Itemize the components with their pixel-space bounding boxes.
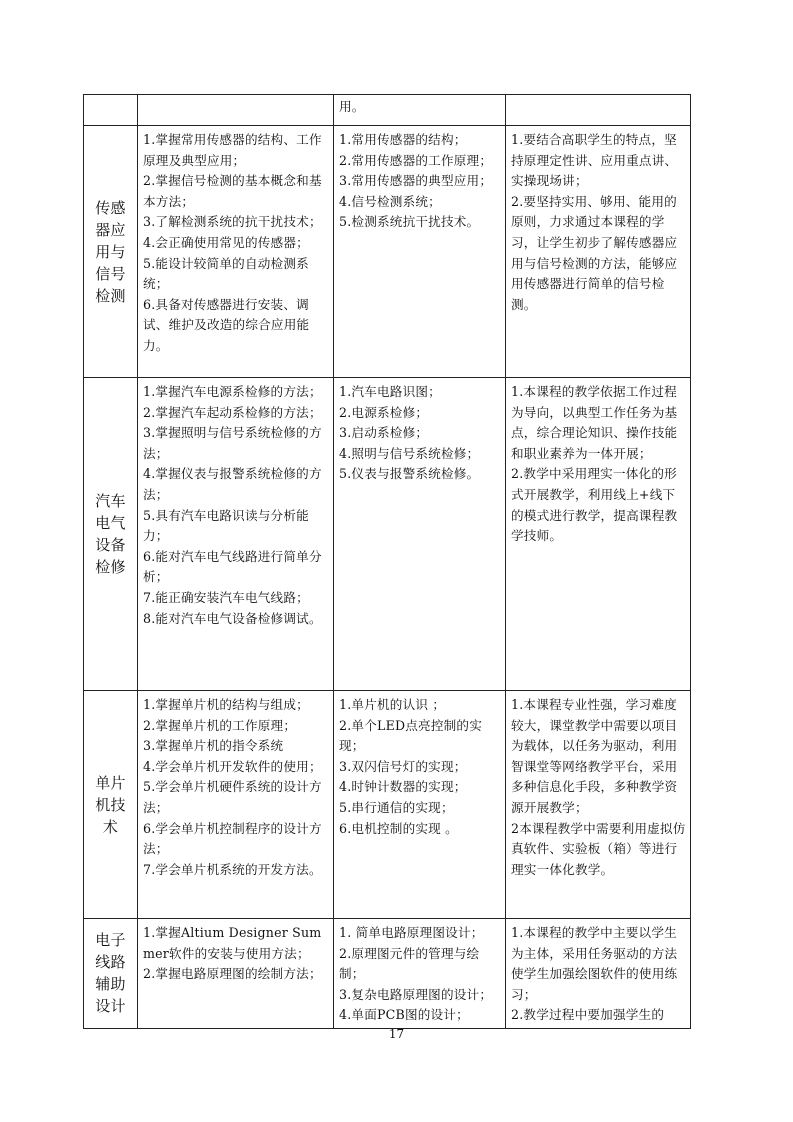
content-item: 2.常用传感器的工作原理；: [339, 152, 493, 168]
requirement-item: 1.本课程的教学中主要以学生为主体，采用任务驱动的方法使学生加强绘图软件的使用练习；: [511, 925, 678, 1002]
content-item: 1. 简单电路原理图设计；: [339, 925, 484, 940]
content-item: 1.常用传感器的结构；: [339, 132, 467, 147]
content-item: 4.单面PCB图的设计；: [339, 1007, 469, 1023]
objective-item: 1.掌握单片机的结构与组成；: [143, 697, 309, 712]
content-item: 2.电源系检修；: [339, 404, 429, 420]
objective-item: 6.能对汽车电气线路进行简单分析；: [143, 548, 322, 585]
objective-item: 2.掌握信号检测的基本概念和基本方法；: [143, 173, 322, 209]
requirement-item: 2.教学中采用理实一体化的形式开展教学，利用线上+线下的模式进行教学，提高课程教学技师。: [511, 466, 678, 544]
content-item: 5.串行通信的实现；: [339, 799, 454, 815]
table-row: [84, 919, 691, 1029]
objective-item: 1.掌握Altium Designer Summer软件的安装与使用方法；: [143, 925, 322, 961]
content-item: 2.单个LED点亮控制的实现；: [339, 717, 483, 754]
content-item: 5.检测系统抗干扰技术。: [339, 214, 480, 230]
table-row: [84, 126, 691, 378]
course-name-cell: 单片机技术: [84, 691, 138, 919]
requirements-cell: [506, 378, 691, 691]
objectives-cell: [138, 919, 334, 1029]
content-item: 4.照明与信号系统检修；: [339, 445, 480, 461]
objective-item: 3.了解检测系统的抗干扰技术；: [143, 214, 322, 230]
content-item: 2.原理图元件的管理与绘制；: [339, 945, 480, 982]
objective-item: 7.学会单片机系统的开发方法。: [143, 861, 322, 877]
requirement-item: 1.本课程专业性强，学习难度较大，课堂教学中需要以项目为载体，以任务为驱动，利用智课堂等网络教学平台，采用多种信息化手段，多种教学资源开展教学；: [511, 697, 678, 815]
course-name-cell: 电子线路辅助设计: [84, 919, 138, 1029]
requirements-cell: [506, 691, 691, 919]
objective-item: 1.掌握汽车电源系检修的方法；: [143, 384, 322, 399]
objective-item: 1.掌握常用传感器的结构、工作原理及典型应用；: [143, 132, 322, 168]
objectives-cell: [138, 691, 334, 919]
content-item: 5.仪表与报警系统检修。: [339, 466, 480, 482]
course-table: [83, 94, 691, 1029]
objective-item: 4.会正确使用常见的传感器；: [143, 234, 309, 250]
contents-cell: [334, 95, 506, 126]
content-item: 1.单片机的认识 ；: [339, 697, 446, 712]
objectives-cell: [138, 95, 334, 126]
objectives-cell: [138, 378, 334, 691]
contents-cell: [334, 126, 506, 378]
objective-item: 6.具备对传感器进行安装、调试、维护及改造的综合应用能力。: [143, 296, 310, 353]
course-name-cell: [84, 95, 138, 126]
objective-item: 4.学会单片机开发软件的使用；: [143, 758, 322, 774]
course-name-cell: 汽车电气设备检修: [84, 378, 138, 691]
page-number: 17: [388, 1027, 405, 1041]
objective-item: 5.学会单片机硬件系统的设计方法；: [143, 779, 322, 815]
contents-cell: [334, 378, 506, 691]
requirement-item: 2.要坚持实用、够用、能用的原则，力求通过本课程的学习，让学生初步了解传感器应用与信号检测的方法，能够应用传感器进行简单的信号检测。: [511, 193, 678, 312]
objectives-cell: [138, 126, 334, 378]
table-row: [84, 691, 691, 919]
content-item: 3.启动系检修；: [339, 425, 429, 441]
content-item: 4.时钟计数器的实现；: [339, 779, 467, 795]
objective-item: 4.掌握仪表与报警系统检修的方法；: [143, 466, 322, 502]
objective-item: 3.掌握照明与信号系统检修的方法；: [143, 425, 322, 461]
content-item: 6.电机控制的实现 。: [339, 820, 458, 836]
contents-cell: [334, 691, 506, 919]
requirements-cell: [506, 95, 691, 126]
requirements-cell: [506, 126, 691, 378]
objective-item: 2.掌握电路原理图的绘制方法；: [143, 966, 322, 982]
objective-item: 2.掌握汽车起动系检修的方法；: [143, 404, 322, 420]
requirement-item: 1.要结合高职学生的特点，坚持原理定性讲、应用重点讲、实操现场讲；: [511, 132, 678, 189]
objective-item: 8.能对汽车电气设备检修调试。: [143, 610, 322, 626]
content-item: 4.信号检测系统；: [339, 193, 441, 209]
objective-item: 7.能正确安装汽车电气线路；: [143, 589, 309, 605]
requirement-item: 2本课程教学中需要利用虚拟仿真软件、实验板（箱）等进行理实一体化教学。: [511, 820, 686, 877]
content-item: 3.双闪信号灯的实现；: [339, 758, 467, 774]
requirement-item: 1.本课程的教学依据工作过程为导向，以典型工作任务为基点，综合理论知识、操作技能和职业素养为一体开展；: [511, 384, 678, 461]
objective-item: 2.掌握单片机的工作原理；: [143, 717, 297, 733]
requirements-cell: [506, 919, 691, 1029]
requirement-item: 2.教学过程中要加强学生的: [511, 1007, 665, 1023]
objective-item: 3.掌握单片机的指令系统: [143, 738, 284, 754]
content-item: 3.复杂电路原理图的设计；: [339, 986, 493, 1002]
objective-item: 5.具有汽车电路识读与分析能力；: [143, 507, 309, 544]
table-row: [84, 95, 691, 126]
course-name-cell: 传感器应用与信号检测: [84, 126, 138, 378]
content-item: 3.常用传感器的典型应用；: [339, 173, 493, 189]
objective-item: 5.能设计较简单的自动检测系统；: [143, 255, 309, 292]
content-item: 1.汽车电路识图；: [339, 384, 441, 399]
contents-cell: [334, 919, 506, 1029]
table-row: [84, 378, 691, 691]
content-item: 用。: [339, 99, 365, 114]
objective-item: 6.学会单片机控制程序的设计方法；: [143, 820, 322, 857]
